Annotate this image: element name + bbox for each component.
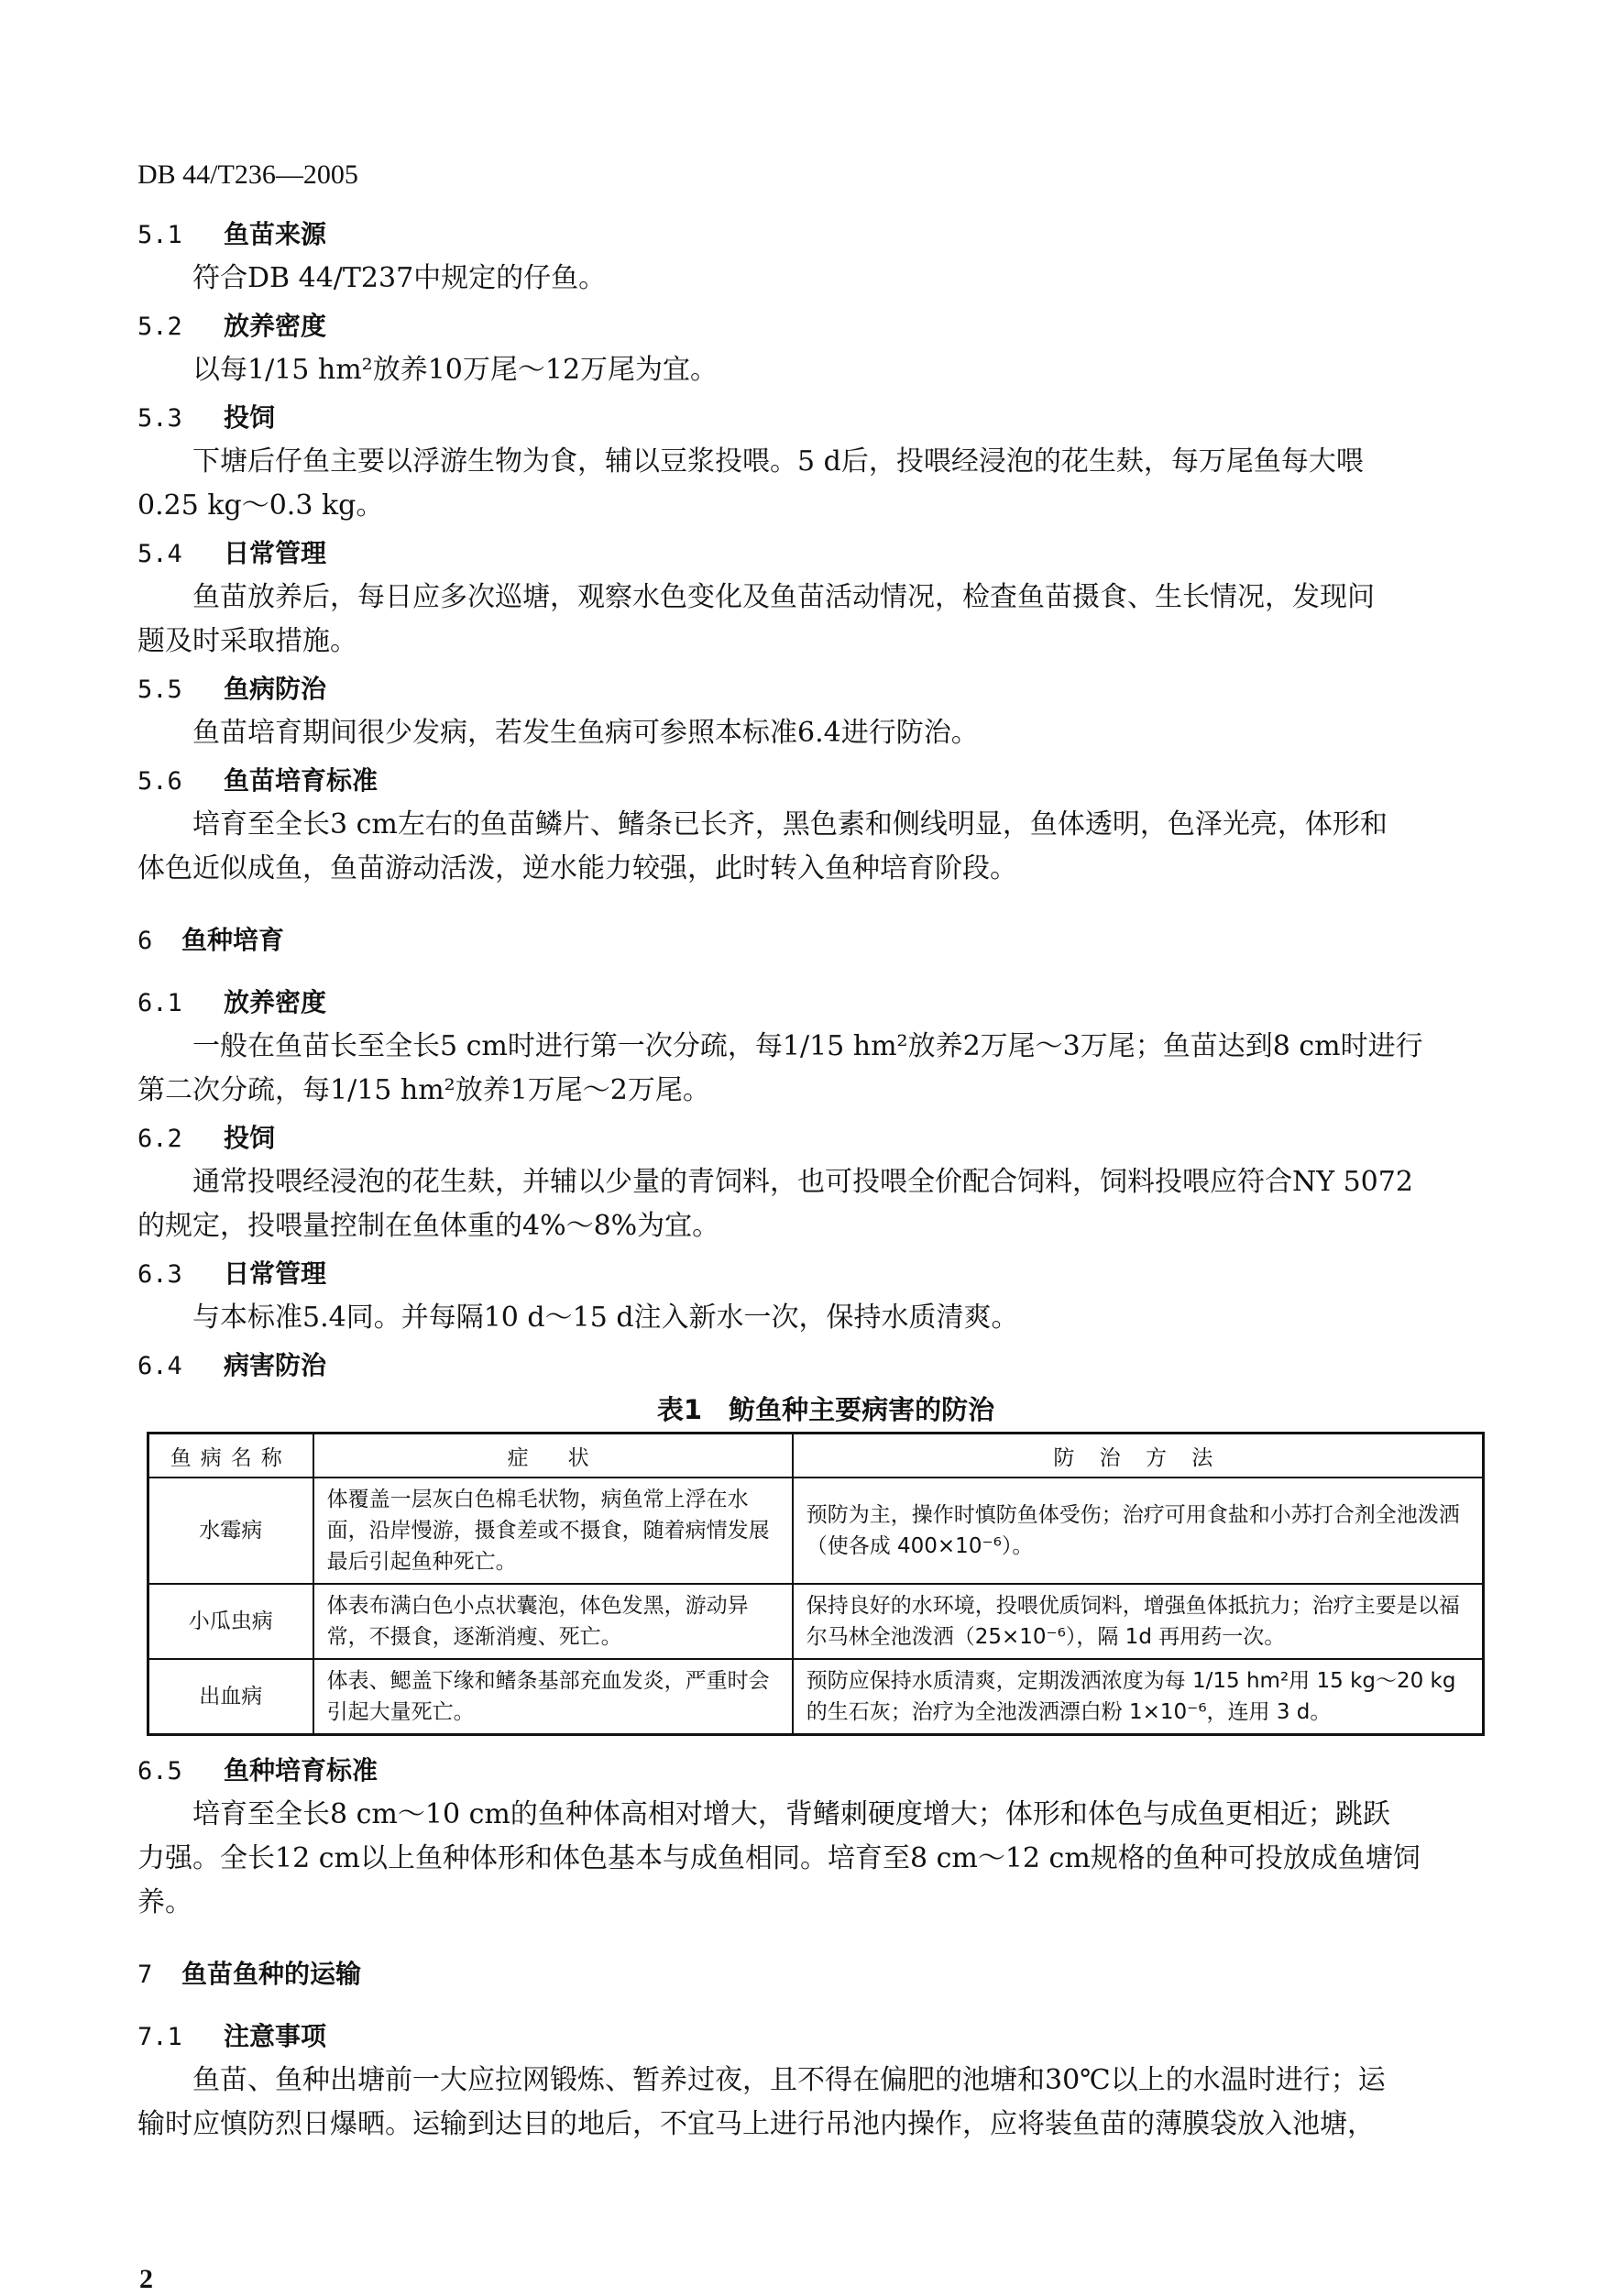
column-header: 鱼病名称	[148, 1434, 313, 1478]
column-header: 症 状	[313, 1434, 793, 1478]
paragraph-line: 题及时采取措施。	[137, 625, 357, 657]
paragraph-line: 鱼苗放养后，每日应多次巡塘，观察水色变化及鱼苗活动情况，检査鱼苗摄食、生长情况，发现问	[192, 581, 1375, 613]
treatment-cell: 保持良好的水环境，投喂优质饲料，增强鱼体抵抗力；治疗主要是以福尔马林全池泼洒（25×10⁻⁶），隔 1d 再用药一次。	[793, 1584, 1484, 1659]
section-title: 鱼苗来源	[224, 219, 327, 249]
section-heading	[137, 1116, 1477, 1160]
document-body	[137, 209, 1477, 2147]
paragraph-line: 培育至全长3 cm左右的鱼苗鳞片、鳍条已长齐，黑色素和侧线明显，鱼体透明，色泽光亮，体形和	[192, 808, 1388, 840]
section-title: 投饲	[224, 402, 276, 433]
section-title: 日常管理	[224, 1258, 327, 1289]
chapter-number: 7	[137, 1961, 153, 1989]
section-heading	[137, 213, 1477, 257]
section-heading	[137, 759, 1477, 803]
section-title: 鱼种培育标准	[224, 1755, 379, 1785]
document-code: DB 44/T236—2005	[137, 159, 358, 190]
disease-table	[147, 1432, 1485, 1736]
section-number: 5.4	[137, 540, 182, 568]
section-heading	[137, 396, 1477, 440]
symptom-cell: 体覆盖一层灰白色棉毛状物，病鱼常上浮在水面，沿岸慢游，摄食差或不摄食，随着病情发展最后引起鱼种死亡。	[313, 1478, 793, 1584]
paragraph-line: 符合DB 44/T237中规定的仔鱼。	[192, 262, 607, 294]
chapter-heading	[137, 918, 1477, 962]
symptom-cell: 体表、鳃盖下缘和鳍条基部充血发炎，严重时会引起大量死亡。	[313, 1659, 793, 1735]
section-number: 6.1	[137, 989, 182, 1017]
section-number: 6.5	[137, 1757, 182, 1785]
section-title: 鱼病防治	[224, 674, 327, 704]
page-number: 2	[139, 2264, 153, 2294]
paragraph-line: 力强。全长12 cm以上鱼种体形和体色基本与成鱼相同。培育至8 cm～12 cm规格的鱼种可投放成鱼塘饲	[137, 1842, 1421, 1874]
section-number: 7.1	[137, 2023, 182, 2051]
section-title: 注意事项	[224, 2021, 327, 2051]
paragraph-line: 鱼苗、鱼种出塘前一大应拉网锻炼、暂养过夜，且不得在偏肥的池塘和30℃以上的水温时进行；运	[192, 2064, 1386, 2096]
chapter-title: 鱼种培育	[181, 925, 285, 955]
section-heading	[137, 981, 1477, 1025]
section-number: 6.4	[137, 1352, 182, 1380]
paragraph-line: 养。	[137, 1886, 192, 1918]
disease-name-cell: 出血病	[148, 1659, 313, 1735]
disease-name-cell: 水霉病	[148, 1478, 313, 1584]
section-number: 5.5	[137, 676, 182, 704]
section-number: 5.3	[137, 404, 182, 433]
treatment-cell: 预防为主，操作时慎防鱼体受伤；治疗可用食盐和小苏打合剂全池泼洒（使各成 400×10⁻⁶）。	[793, 1478, 1484, 1584]
paragraph-line: 下塘后仔鱼主要以浮游生物为食，辅以豆浆投喂。5 d后，投喂经浸泡的花生麸，每万尾鱼每大喂	[192, 445, 1364, 478]
section-heading	[137, 2015, 1477, 2059]
section-title: 病害防治	[224, 1350, 327, 1380]
section-heading	[137, 532, 1477, 576]
treatment-cell: 预防应保持水质清爽，定期泼洒浓度为每 1/15 hm²用 15 kg～20 kg 的生石灰；治疗为全池泼洒漂白粉 1×10⁻⁶，连用 3 d。	[793, 1659, 1484, 1735]
table-row	[148, 1659, 1484, 1735]
section-heading	[137, 1344, 1477, 1388]
paragraph-line: 鱼苗培育期间很少发病，若发生鱼病可参照本标准6.4进行防治。	[192, 717, 979, 749]
paragraph-line: 与本标准5.4同。并每隔10 d～15 d注入新水一次，保持水质清爽。	[192, 1302, 1019, 1334]
paragraph-line: 输时应慎防烈日爆晒。运输到达目的地后，不宜马上进行吊池内操作，应将装鱼苗的薄膜袋放入池塘，	[137, 2108, 1375, 2140]
table-header-row	[148, 1434, 1484, 1478]
section-heading	[137, 667, 1477, 711]
section-number: 6.2	[137, 1125, 182, 1153]
chapter-number: 6	[137, 927, 153, 955]
chapter-title: 鱼苗鱼种的运输	[181, 1959, 362, 1989]
section-number: 5.1	[137, 221, 182, 249]
section-title: 鱼苗培育标准	[224, 765, 379, 796]
table-row	[148, 1478, 1484, 1584]
table-row	[148, 1584, 1484, 1659]
section-heading	[137, 1252, 1477, 1296]
column-header: 防 治 方 法	[793, 1434, 1484, 1478]
section-title: 放养密度	[224, 987, 327, 1017]
table-caption: 表1 鲂鱼种主要病害的防治	[656, 1394, 995, 1425]
section-number: 6.3	[137, 1260, 182, 1289]
paragraph-line: 0.25 kg～0.3 kg。	[137, 489, 384, 522]
paragraph-line: 的规定，投喂量控制在鱼体重的4%～8%为宜。	[137, 1210, 720, 1242]
section-title: 日常管理	[224, 538, 327, 568]
disease-name-cell: 小瓜虫病	[148, 1584, 313, 1659]
section-heading	[137, 304, 1477, 348]
paragraph-line: 培育至全长8 cm～10 cm的鱼种体高相对增大，背鳍刺硬度增大；体形和体色与成鱼更相近；跳跃	[192, 1798, 1390, 1830]
section-title: 投饲	[224, 1123, 276, 1153]
paragraph-line: 通常投喂经浸泡的花生麸，并辅以少量的青饲料，也可投喂全价配合饲料，饲料投喂应符合NY 5072	[192, 1166, 1413, 1198]
symptom-cell: 体表布满白色小点状囊泡，体色发黑，游动异常，不摄食，逐渐消瘦、死亡。	[313, 1584, 793, 1659]
paragraph-line: 体色近似成鱼，鱼苗游动活泼，逆水能力较强，此时转入鱼种培育阶段。	[137, 852, 1017, 884]
paragraph-line: 以每1/15 hm²放养10万尾～12万尾为宜。	[192, 354, 719, 386]
paragraph-line: 第二次分疏，每1/15 hm²放养1万尾～2万尾。	[137, 1074, 710, 1106]
paragraph-line: 一般在鱼苗长至全长5 cm时进行第一次分疏，每1/15 hm²放养2万尾～3万尾；鱼苗达到8 cm时进行	[192, 1030, 1423, 1062]
chapter-heading	[137, 1952, 1477, 1996]
section-title: 放养密度	[224, 311, 327, 341]
section-number: 5.2	[137, 313, 182, 341]
section-number: 5.6	[137, 767, 182, 796]
section-heading	[137, 1749, 1477, 1793]
